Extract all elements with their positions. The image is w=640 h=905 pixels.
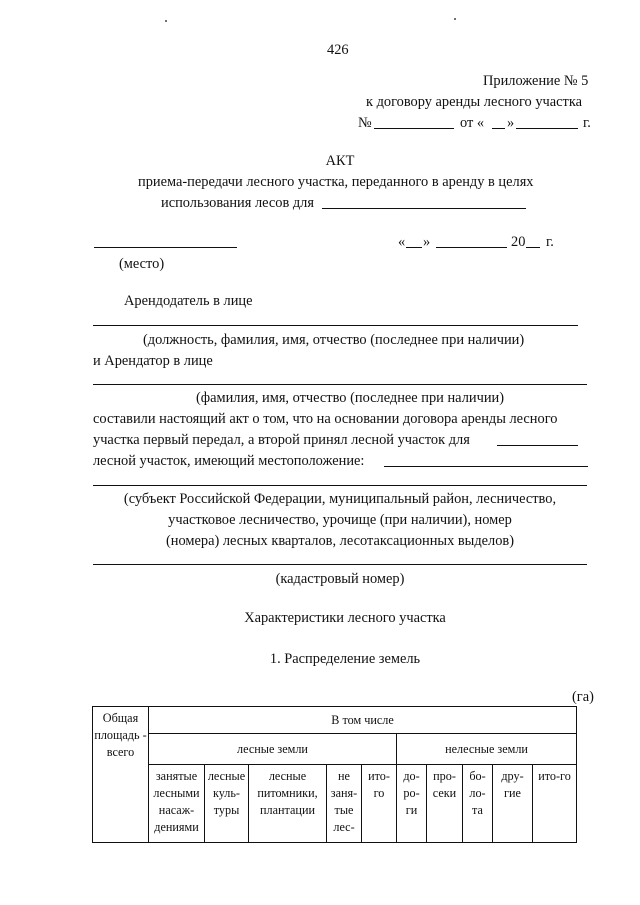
contract-date-close: »: [507, 115, 515, 131]
date-month-blank: [436, 247, 507, 248]
location-hint-2: участковое лесничество, урочище (при наличии), номер: [168, 512, 512, 528]
purpose-blank: [322, 208, 526, 209]
column-header: про-секи: [427, 765, 463, 843]
contract-number-blank: [374, 128, 454, 129]
location-blank: [384, 466, 588, 467]
appendix-subtitle: к договору аренды лесного участка: [366, 94, 582, 110]
act-line1: приема-передачи лесного участка, переданного в аренду в целях: [138, 174, 534, 190]
transfer-purpose-blank: [497, 445, 578, 446]
column-header: занятые лесными насаж-дениями: [149, 765, 205, 843]
date-day-blank: [406, 247, 422, 248]
tenant-hint: (фамилия, имя, отчество (последнее при наличии): [196, 390, 505, 406]
subsection-title: 1. Распределение земель: [269, 651, 421, 667]
column-header: до-ро-ги: [397, 765, 427, 843]
location-blank-2: [93, 485, 587, 486]
column-header: ито-го: [362, 765, 397, 843]
body-line2: участка первый передал, а второй принял лесной участок для: [93, 432, 470, 448]
in-total-header: В том числе: [149, 707, 577, 734]
contract-number-label: №: [358, 115, 372, 131]
location-hint-3: (номера) лесных кварталов, лесотаксационных выделов): [165, 533, 515, 549]
location-hint-1: (субъект Российской Федерации, муниципальный район, лесничество,: [123, 491, 557, 507]
column-header: бо-ло-та: [463, 765, 493, 843]
column-header: не заня-тые лес-: [327, 765, 362, 843]
contract-year-suffix: г.: [583, 115, 591, 131]
tenant-blank: [93, 384, 587, 385]
date-close-quote: »: [423, 234, 431, 250]
total-area-header: Общая площадь - всего: [93, 707, 149, 843]
contract-day-blank: [492, 128, 505, 129]
column-header: лесные питомники, плантации: [249, 765, 327, 843]
unit-label: (га): [572, 689, 594, 705]
date-open-quote: «: [398, 234, 406, 250]
land-distribution-table: [92, 706, 577, 843]
cadastral-hint: (кадастровый номер): [275, 571, 405, 587]
appendix-title: Приложение № 5: [483, 73, 589, 89]
column-header: ито-го: [533, 765, 577, 843]
scan-speck: [165, 20, 167, 22]
landlord-blank: [93, 325, 578, 326]
landlord-label: Арендодатель в лице: [124, 293, 253, 309]
act-title: АКТ: [325, 153, 355, 169]
act-line2: использования лесов для: [161, 195, 314, 211]
landlord-hint: (должность, фамилия, имя, отчество (последнее при наличии): [143, 332, 525, 348]
date-year-suffix: г.: [546, 234, 554, 250]
body-line1: составили настоящий акт о том, что на основании договора аренды лесного: [93, 411, 558, 427]
section-title: Характеристики лесного участка: [244, 610, 446, 626]
place-blank: [94, 247, 237, 248]
column-header: лесные куль-туры: [205, 765, 249, 843]
scan-speck: [454, 18, 456, 20]
nonforest-lands-header: нелесные земли: [397, 734, 577, 765]
cadastral-blank: [93, 564, 587, 565]
column-header: дру-гие: [493, 765, 533, 843]
page-number: 426: [327, 42, 349, 58]
contract-date-open: от «: [460, 115, 485, 131]
forest-lands-header: лесные земли: [149, 734, 397, 765]
date-year-blank: [526, 247, 540, 248]
tenant-label: и Арендатор в лице: [93, 353, 213, 369]
date-year-prefix: 20: [511, 234, 526, 250]
place-label: (место): [119, 256, 165, 272]
contract-month-blank: [516, 128, 578, 129]
body-line3: лесной участок, имеющий местоположение:: [93, 453, 365, 469]
